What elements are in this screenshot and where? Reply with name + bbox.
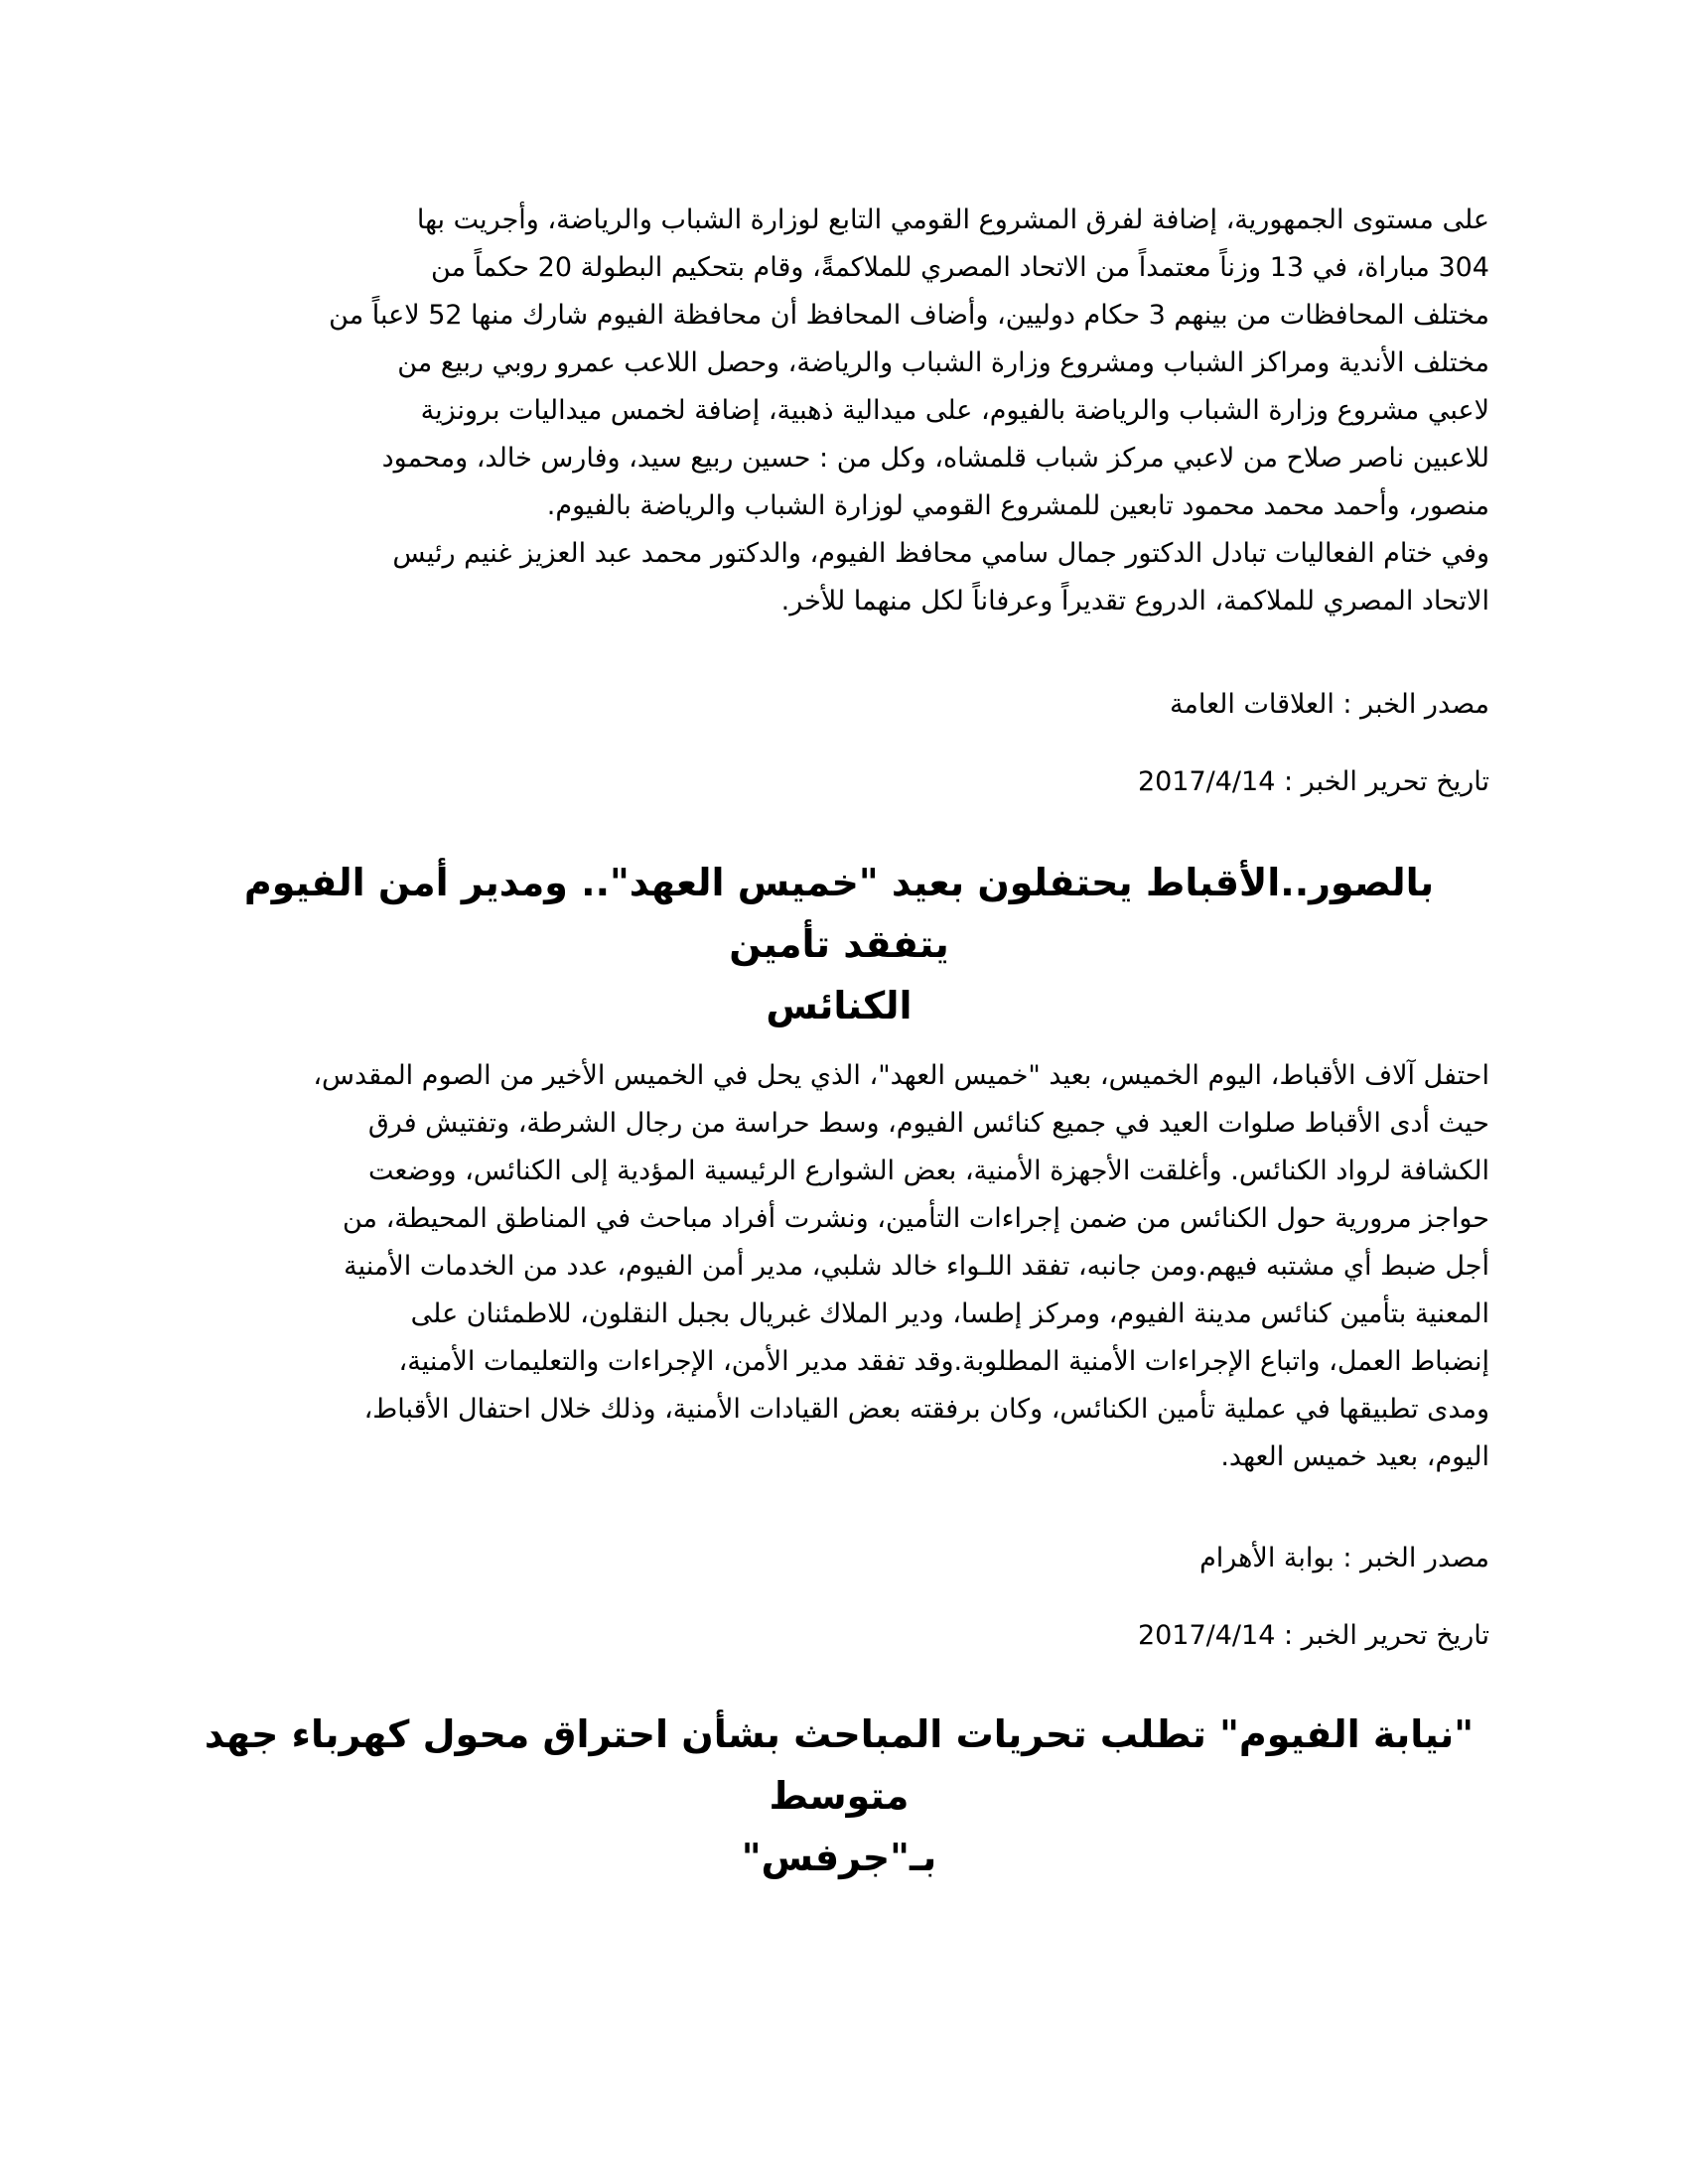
headline-line: بـ"جرفس" — [741, 1836, 937, 1879]
article3-headline — [189, 1704, 1489, 1888]
paragraph-line: منصور، وأحمد محمد محمود تابعين للمشروع القومي لوزارة الشباب والرياضة بالفيوم. — [546, 490, 1489, 521]
paragraph-line: ومدى تطبيقها في عملية تأمين الكنائس، وكان برفقته بعض القيادات الأمنية، وذلك خلال احتفال الأقباط، — [363, 1394, 1489, 1425]
headline-line: بالصور..الأقباط يحتفلون بعيد "خميس العهد".. ومدير أمن الفيوم يتفقد تأمين — [243, 861, 1435, 966]
article1-paragraph — [189, 197, 1489, 625]
article2-headline — [189, 852, 1489, 1036]
paragraph-line: احتفل آلاف الأقباط، اليوم الخميس، بعيد "خميس العهد"، الذي يحل في الخميس الأخير من الصوم المقدس، — [313, 1060, 1489, 1091]
paragraph-line: للاعبين ناصر صلاح من لاعبي مركز شباب قلمشاه، وكل من : حسين ربيع سيد، وفارس خالد، ومحمود — [381, 443, 1489, 474]
headline-line: "نيابة الفيوم" تطلب تحريات المباحث بشأن احتراق محول كهرباء جهد متوسط — [204, 1712, 1475, 1818]
news-date: تاريخ تحرير الخبر : 2017/4/14 — [1137, 1620, 1489, 1651]
paragraph-line: الكشافة لرواد الكنائس. وأغلقت الأجهزة الأمنية، بعض الشوارع الرئيسية المؤدية إلى الكنائس، ووضعت — [367, 1156, 1489, 1186]
article1-date — [189, 762, 1489, 802]
paragraph-line: وفي ختام الفعاليات تبادل الدكتور جمال سامي محافظ الفيوم، والدكتور محمد عبد العزيز غنيم رئيس — [392, 538, 1489, 569]
news-source: مصدر الخبر : بوابة الأهرام — [1199, 1543, 1489, 1573]
news-date: تاريخ تحرير الخبر : 2017/4/14 — [1137, 766, 1489, 797]
paragraph-line: 304 مباراة، في 13 وزناً معتمداً من الاتحاد المصري للملاكمةً، وقام بتحكيم البطولة 20 حكماً من — [431, 252, 1489, 283]
paragraph-line: حيث أدى الأقباط صلوات العيد في جميع كنائس الفيوم، وسط حراسة من رجال الشرطة، وتفتيش فرق — [367, 1108, 1489, 1139]
article2-source — [189, 1539, 1489, 1578]
paragraph-line: اليوم، بعيد خميس العهد. — [1220, 1441, 1489, 1472]
paragraph-line: مختلف الأندية ومراكز الشباب ومشروع وزارة الشباب والرياضة، وحصل اللاعب عمرو روبي ربيع من — [397, 347, 1489, 378]
paragraph-line: الاتحاد المصري للملاكمة، الدروع تقديراً وعرفاناً لكل منهما للأخر. — [780, 586, 1489, 616]
article2-date — [189, 1616, 1489, 1656]
article1-body — [189, 197, 1489, 625]
paragraph-line: على مستوى الجمهورية، إضافة لفرق المشروع القومي التابع لوزارة الشباب والرياضة، وأجريت بها — [416, 205, 1489, 235]
paragraph-line: حواجز مرورية حول الكنائس من ضمن إجراءات التأمين، ونشرت أفراد مباحث في المناطق المحيطة، من — [342, 1203, 1489, 1234]
paragraph-line: المعنية بتأمين كنائس مدينة الفيوم، ومركز إطسا، ودير الملاك غبريال بجبل النقلون، للاطمئنان على — [410, 1298, 1489, 1329]
news-source: مصدر الخبر : العلاقات العامة — [1169, 689, 1489, 720]
paragraph-line: مختلف المحافظات من بينهم 3 حكام دوليين، وأضاف المحافظ أن محافظة الفيوم شارك منها 52 لاعباً من — [329, 300, 1489, 331]
paragraph-line: أجل ضبط أي مشتبه فيهم.ومن جانبه، تفقد اللـواء خالد شلبي، مدير أمن الفيوم، عدد من الخدمات الأمنية — [344, 1251, 1489, 1282]
article1-source — [189, 685, 1489, 725]
article2-body — [189, 1052, 1489, 1481]
headline — [189, 852, 1489, 1036]
headline-line: الكنائس — [766, 984, 913, 1027]
headline — [189, 1704, 1489, 1888]
paragraph-line: إنضباط العمل، واتباع الإجراءات الأمنية المطلوبة.وقد تفقد مدير الأمن، الإجراءات والتعليمات الأمنية، — [398, 1346, 1489, 1377]
article2-paragraph — [189, 1052, 1489, 1481]
paragraph-line: لاعبي مشروع وزارة الشباب والرياضة بالفيوم، على ميدالية ذهبية، إضافة لخمس ميداليات برونزية — [420, 395, 1489, 426]
